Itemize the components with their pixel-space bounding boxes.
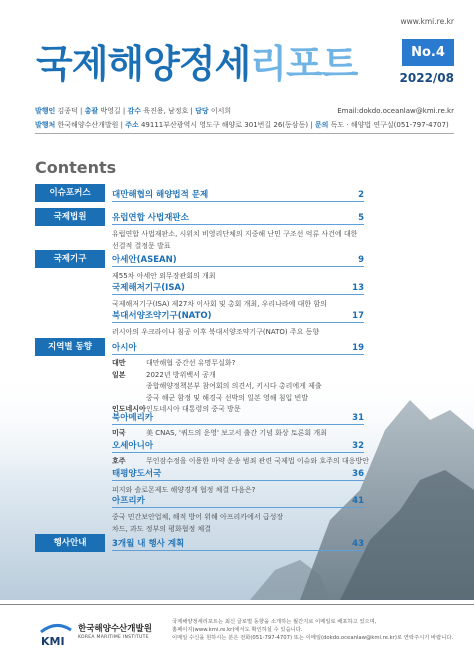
contact-label: 문의 <box>314 121 329 129</box>
chief: 박영길 <box>100 107 121 115</box>
page-number: 13 <box>352 283 364 293</box>
region-row <box>112 381 364 393</box>
supervisor: 육진용, 남정호 <box>143 107 189 115</box>
desc-line: 차드, 과도 정부의 평화협정 체결 <box>112 525 212 533</box>
region-row <box>112 428 364 440</box>
section-title: 아세안(ASEAN) <box>112 255 177 265</box>
section-issue-focus[interactable] <box>112 188 364 202</box>
category-intl-org: 국제기구 <box>35 250 105 268</box>
org-name-en: KOREA MARITIME INSTITUTE <box>78 635 149 640</box>
section-court[interactable] <box>112 211 364 252</box>
page-number: 36 <box>352 469 364 479</box>
section-title: 오세아니아 <box>112 441 154 451</box>
region-text: 2022년 방위백서 공개 <box>146 370 216 379</box>
footer-notice <box>172 618 456 642</box>
region-name: 미국 <box>112 429 126 437</box>
section-oceania[interactable] <box>112 439 369 468</box>
region-text: 美 CNAS, '쿼드의 운영' 보고서 출간 기념 화상 토론회 개최 <box>146 429 327 437</box>
region-text: 인도네시아 대통령의 중국 방문 <box>146 405 241 413</box>
section-desc <box>112 228 364 252</box>
region-row <box>112 456 369 468</box>
section-asia[interactable] <box>112 341 364 416</box>
page-number: 32 <box>352 441 364 451</box>
title-main: 국제해양정세 <box>36 42 251 86</box>
address-label: 주소 <box>125 121 139 129</box>
publisher: 김종덕 <box>57 107 78 115</box>
section-isa[interactable] <box>112 281 364 310</box>
contact: 독도 · 해양법 연구실(051-797-4707) <box>330 121 449 129</box>
page-number: 19 <box>352 343 364 353</box>
section-title: 태평양도서국 <box>112 469 162 479</box>
footer-line: 국제해양정세리포트는 최신 글로벌 동향을 소개하는 월간지로 이메일로 배포하고 있으며, <box>172 619 377 625</box>
region-name: 대만 <box>112 359 126 367</box>
chief-label: 총괄 <box>84 107 99 115</box>
masthead-divider <box>35 133 454 134</box>
region-text: 종합해양정책본부 참여회의 의견서, 키시다 총리에게 제출 <box>146 382 322 390</box>
page-number: 43 <box>352 539 364 549</box>
section-title: 3개월 내 행사 계획 <box>112 539 185 549</box>
category-issue-focus: 이슈포커스 <box>35 184 105 202</box>
issue-date: 2022/08 <box>399 71 454 85</box>
section-africa[interactable] <box>112 494 364 535</box>
publisher-label: 발행인 <box>35 107 56 115</box>
section-title: 유럽연합 사법재판소 <box>112 213 189 223</box>
masthead <box>35 104 454 132</box>
section-north-america[interactable] <box>112 411 364 440</box>
region-row <box>112 358 364 370</box>
page-number: 17 <box>352 311 364 321</box>
region-row <box>112 370 364 382</box>
section-desc <box>112 511 364 535</box>
masthead-staff: 발행인 김종덕 | 총괄 박영길 | 감수 육진용, 남정호 | 담당 이서희 <box>35 107 232 115</box>
section-nato[interactable] <box>112 309 364 338</box>
issue-number-badge: No.4 <box>402 39 454 66</box>
page-number: 2 <box>358 190 364 200</box>
region-name: 일본 <box>112 370 126 379</box>
site-url[interactable]: www.kmi.re.kr <box>400 17 454 26</box>
section-desc: 러시아의 우크라이나 침공 이후 북대서양조약기구(NATO) 주요 동향 <box>112 328 320 336</box>
category-events: 행사안내 <box>35 534 105 552</box>
manager-label: 담당 <box>195 107 209 115</box>
footer-line: 홈페이지(www.kmi.re.kr)에서도 확인하실 수 있습니다. <box>172 627 303 633</box>
region-text: 대만해협 중간선 유명무실화? <box>146 359 236 367</box>
section-asean[interactable] <box>112 253 364 282</box>
section-desc: 국제해저기구(ISA) 제27차 이사회 및 총회 개최, 우리나라에 대한 함의 <box>112 300 327 308</box>
section-title: 아시아 <box>112 343 137 353</box>
section-desc: 피지와 솔로몬제도 해양경계 협정 체결 다음은? <box>112 486 256 494</box>
supervisor-label: 감수 <box>127 107 142 115</box>
section-title: 북대서양조약기구(NATO) <box>112 311 212 321</box>
contact-email[interactable]: Email:dokdo.oceanlaw@kmi.re.kr <box>337 107 454 115</box>
category-court: 국제법원 <box>35 208 105 226</box>
section-events[interactable] <box>112 537 364 551</box>
region-name: 인도네시아 <box>112 405 146 413</box>
region-row <box>112 393 364 405</box>
page-number: 9 <box>358 255 364 265</box>
region-text: 중국 해군 함정 및 해경국 선박의 일본 영해 침입 빈발 <box>146 393 309 402</box>
footer-divider <box>0 604 474 605</box>
report-title <box>36 33 357 88</box>
address: 49111부산광역시 영도구 해양로 301번길 26(동삼동) <box>140 121 309 129</box>
contents-heading: Contents <box>35 158 117 177</box>
section-title: 북아메리카 <box>112 413 154 423</box>
org-name-ko: 한국해양수산개발원 <box>78 624 152 634</box>
title-accent: 리포트 <box>250 42 358 86</box>
desc-line: 중국 민간보안업체, 해적 방어 위해 아프리카에서 급성장 <box>112 513 284 521</box>
logo-text: KMI <box>41 635 65 648</box>
desc-line: 유럽연합 사법재판소, 시위치 비영리단체의 지중해 난민 구조선 억류 사건에 대한 <box>112 230 358 238</box>
section-title: 아프리카 <box>112 496 145 506</box>
section-pacific[interactable] <box>112 467 364 496</box>
footer-line: 이메일 수신을 원하시는 분은 전화(051-797-4707) 또는 이메일(dokdo.oceanlaw@kmi.re.kr)로 연락주시기 바랍니다. <box>172 635 454 641</box>
office: 한국해양수산개발원 <box>57 121 119 129</box>
page-number: 41 <box>352 496 364 506</box>
masthead-office: 발행처 한국해양수산개발원 | 주소 49111부산광역시 영도구 해양로 301번길 26(동삼동) | 문의 독도 · 해양법 연구실(051-797-4707) <box>35 121 449 129</box>
region-text: 무인잠수정을 이용한 마약 운송 범죄 관련 국제법 이슈와 호주의 대응방안 <box>146 457 369 465</box>
section-title: 대만해협의 해양법적 문제 <box>112 190 209 200</box>
section-title: 국제해저기구(ISA) <box>112 283 185 293</box>
manager: 이서희 <box>210 107 232 115</box>
region-name: 호주 <box>112 457 126 465</box>
desc-line: 선결적 결정문 발표 <box>112 242 171 250</box>
page-number: 31 <box>352 413 364 423</box>
page-number: 5 <box>358 213 364 223</box>
kmi-logo-icon <box>38 618 74 648</box>
office-label: 발행처 <box>35 121 56 129</box>
category-regional: 지역별 동향 <box>35 338 105 356</box>
section-desc: 제55차 아세안 외무장관회의 개최 <box>112 272 216 280</box>
